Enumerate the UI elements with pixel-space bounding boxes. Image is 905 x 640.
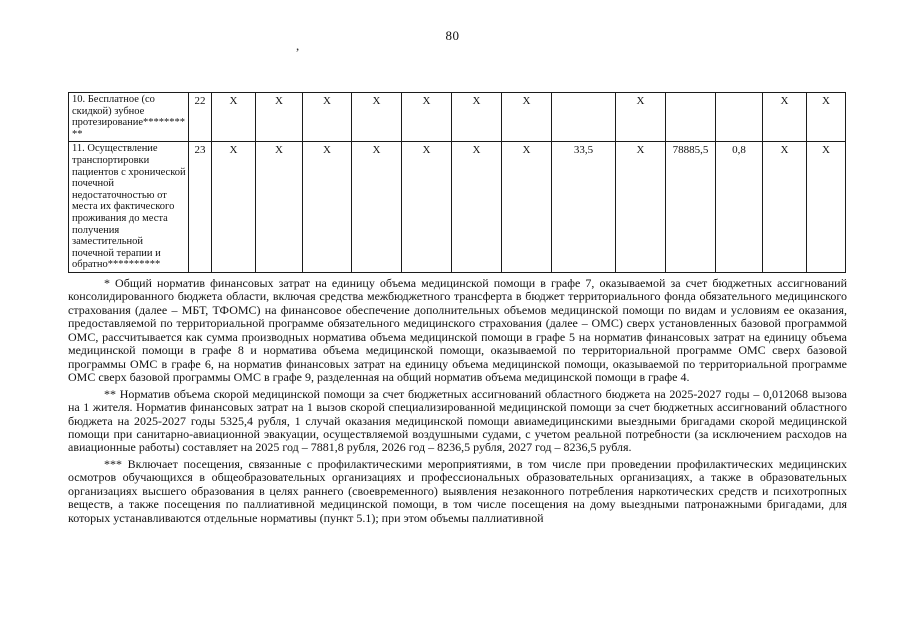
row-label: 10. Бесплатное (со скидкой) зубное протезирование********** — [69, 93, 189, 142]
table-cell: X — [763, 142, 807, 273]
footnote-3: *** Включает посещения, связанные с профилактическими мероприятиями, в том числе при проведении профилактических медицинских осмотров обучающихся в общеобразовательных организациях и профессиональных образовательных организациях, а также в образовательных организациях высшего образования в целях раннего (своевременного) выявления незаконного потребления наркотических средств и психотропных веществ, а также посещения по паллиативной медицинской помощи, в том числе посещения на дому выездными патронажными бригадами, для которых устанавливаются отдельные нормативы (пункт 5.1); при этом объемы паллиативной — [68, 456, 847, 525]
table-cell: X — [452, 93, 502, 142]
table-row — [69, 93, 846, 142]
table-cell: X — [807, 142, 846, 273]
table-cell: X — [352, 93, 402, 142]
page-number: 80 — [445, 28, 460, 43]
table-cell — [552, 93, 616, 142]
table-cell: 0,8 — [716, 142, 763, 273]
table-cell: X — [256, 142, 303, 273]
table-cell — [666, 93, 716, 142]
table-cell: X — [303, 93, 352, 142]
scan-artifact: , — [296, 38, 300, 53]
table-cell: X — [616, 93, 666, 142]
table-cell: X — [303, 142, 352, 273]
table-cell: X — [212, 142, 256, 273]
table-cell: X — [402, 142, 452, 273]
row-number-cell: 23 — [189, 142, 212, 273]
table-cell: X — [502, 93, 552, 142]
table-cell: X — [256, 93, 303, 142]
table-cell: X — [807, 93, 846, 142]
footnotes-block — [68, 277, 847, 528]
table-cell: X — [402, 93, 452, 142]
table-cell — [716, 93, 763, 142]
table-cell: X — [352, 142, 402, 273]
table-cell: 78885,5 — [666, 142, 716, 273]
table-cell: X — [616, 142, 666, 273]
footnote-2: ** Норматив объема скорой медицинской помощи за счет бюджетных ассигнований областного бюджета на 2025-2027 годы – 0,012068 вызова на 1 жителя. Норматив финансовых затрат на 1 вызов скорой специализированной медицинской помощи за счет бюджетных ассигнований областного бюджета на 2025-2027 годы 5325,4 рубля, 1 случай оказания медицинской помощи авиамедицинскими выездными бригадами скорой медицинской помощи при санитарно-авиационной эвакуации, осуществляемой воздушными судами, с учетом реальной потребности (за исключением расходов на авиационные работы) составляет на 2025 год – 7881,8 рубля, 2026 год – 8236,5 рубля, 2027 год – 8236,5 рубля. — [68, 386, 847, 455]
table-row — [69, 142, 846, 273]
table-cell: 33,5 — [552, 142, 616, 273]
row-label: 11. Осуществление транспортировки пациентов с хронической почечной недостаточностью от места их фактического проживания до места получения заместительной почечной терапии и обратно********** — [69, 142, 189, 273]
table-cell: X — [763, 93, 807, 142]
table-cell: X — [212, 93, 256, 142]
tariff-table — [68, 92, 846, 273]
table-cell: X — [502, 142, 552, 273]
footnote-1: * Общий норматив финансовых затрат на единицу объема медицинской помощи в графе 7, оказываемой за счет бюджетных ассигнований консолидированного бюджета области, включая средства межбюджетного трансферта в бюджет территориального фонда обязательного медицинского страхования (далее – МБТ, ТФОМС) на финансовое обеспечение дополнительных объемов медицинской помощи по видам и условиям ее оказания, предоставляемой по территориальной программе обязательного медицинского страхования (далее – ОМС) сверх установленных базовой программой ОМС, рассчитывается как сумма производных норматива объема медицинской помощи в графе 5 на норматив финансовых затрат на единицу объема медицинской помощи в графе 8 и норматива объема медицинской помощи, оказываемой по территориальной программе ОМС сверх базовой программы ОМС в графе 6, на норматив финансовых затрат на единицу объема медицинской помощи, оказываемой по территориальной программе ОМС сверх базовой программы ОМС в графе 9, разделенная на общий норматив объема медицинской помощи в графе 4. — [68, 276, 847, 385]
row-number-cell: 22 — [189, 93, 212, 142]
table-cell: X — [452, 142, 502, 273]
